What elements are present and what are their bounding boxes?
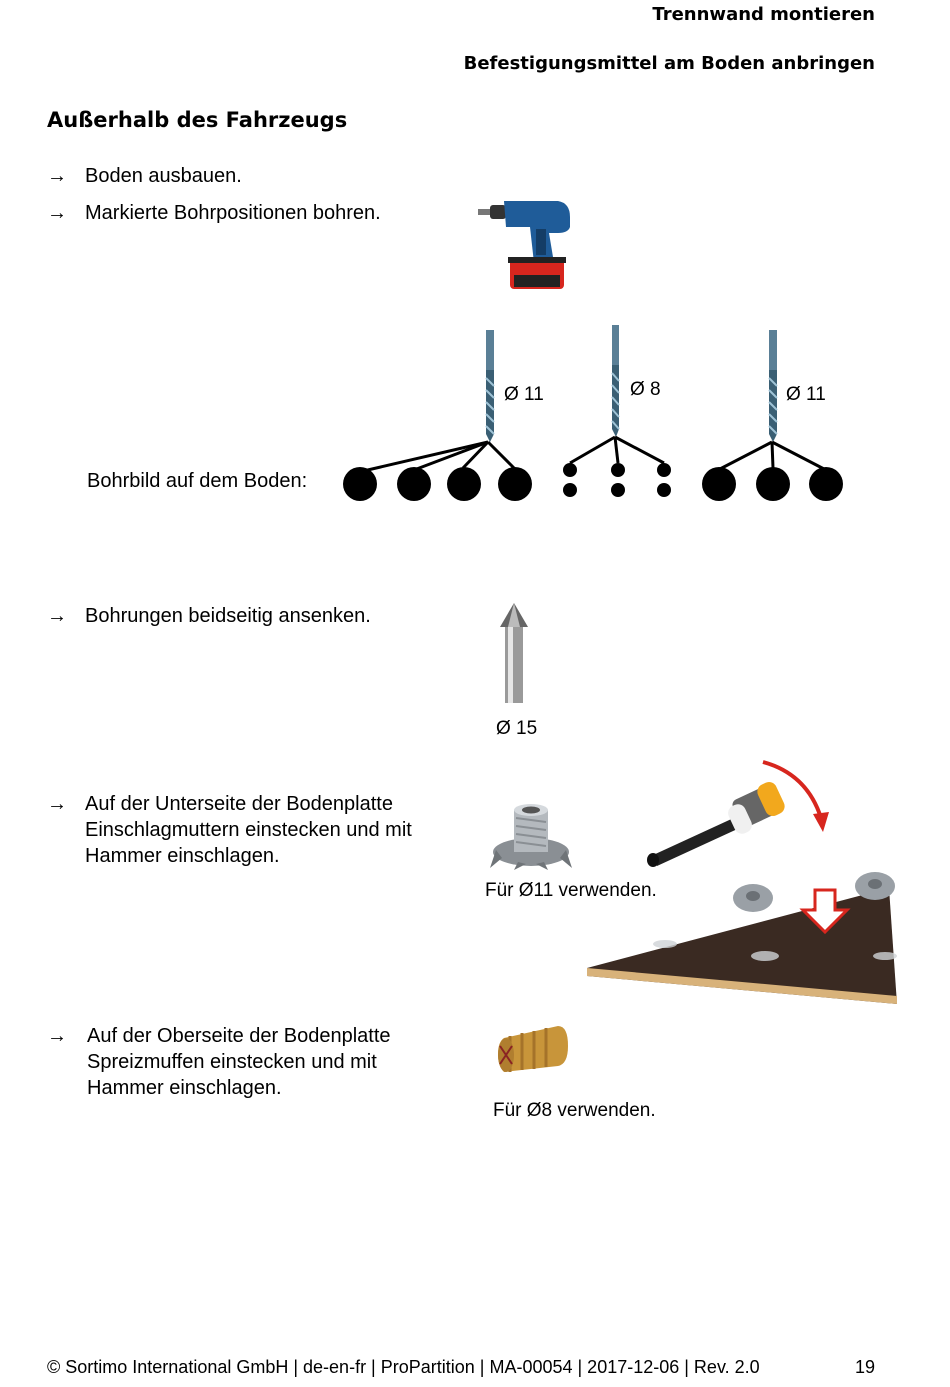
page-header-subtitle: Befestigungsmittel am Boden anbringen [463, 53, 875, 74]
expansion-sleeve-icon [496, 1020, 572, 1078]
step-line: Bohrungen beidseitig ansenken. [85, 605, 371, 627]
step-5 [87, 1023, 391, 1101]
hammer-board-illustration [585, 760, 900, 1010]
hole-d11 [498, 467, 532, 501]
step-line: Hammer einschlagen. [87, 1077, 282, 1099]
hole-d11 [702, 467, 736, 501]
hole-d11 [809, 467, 843, 501]
hole-d11 [397, 467, 431, 501]
hammer-icon [647, 779, 787, 867]
hole-d8 [563, 483, 577, 497]
hole-d8 [563, 463, 577, 477]
step-line: Markierte Bohrpositionen bohren. [85, 202, 381, 224]
hole-d8 [657, 463, 671, 477]
expansion-sleeve-caption: Für Ø8 verwenden. [493, 1100, 656, 1121]
tee-nut-icon [490, 802, 572, 870]
countersink-bit-icon [498, 603, 530, 705]
hole-d8 [657, 483, 671, 497]
footer-text: © Sortimo International GmbH | de-en-fr | ProPartition | MA-00054 | 2017-12-06 | Rev. 2.0 [47, 1357, 760, 1377]
step-line: Boden ausbauen. [85, 165, 242, 187]
step-3 [85, 603, 371, 629]
hole-pattern-label: Bohrbild auf dem Boden: [87, 470, 308, 492]
drill-label: Ø 8 [630, 379, 661, 400]
page-header-title: Trennwand montieren [652, 4, 875, 25]
step-line: Hammer einschlagen. [85, 845, 280, 867]
section-title: Außerhalb des Fahrzeugs [47, 108, 348, 132]
hole-d11 [343, 467, 377, 501]
arrow-icon: → [47, 165, 67, 187]
hole-d8 [611, 483, 625, 497]
step-line: Auf der Oberseite der Bodenplatte [87, 1025, 391, 1047]
arrow-icon: → [47, 605, 67, 627]
step-line: Auf der Unterseite der Bodenplatte [85, 793, 393, 815]
drill-label: Ø 11 [504, 384, 544, 405]
hole-d8 [611, 463, 625, 477]
hole-d11 [447, 467, 481, 501]
step-4 [85, 791, 412, 869]
arrow-icon: → [47, 202, 67, 224]
drill-label: Ø 11 [786, 384, 826, 405]
hole-d11 [756, 467, 790, 501]
countersink-label: Ø 15 [496, 718, 538, 739]
step-line: Spreizmuffen einstecken und mit [87, 1051, 377, 1073]
page-number: 19 [854, 1357, 875, 1377]
step-line: Einschlagmuttern einstecken und mit [85, 819, 412, 841]
arrow-icon: → [47, 1025, 67, 1047]
tee-nut-caption: Für Ø11 verwenden. [485, 880, 657, 901]
arrow-icon: → [47, 793, 67, 815]
